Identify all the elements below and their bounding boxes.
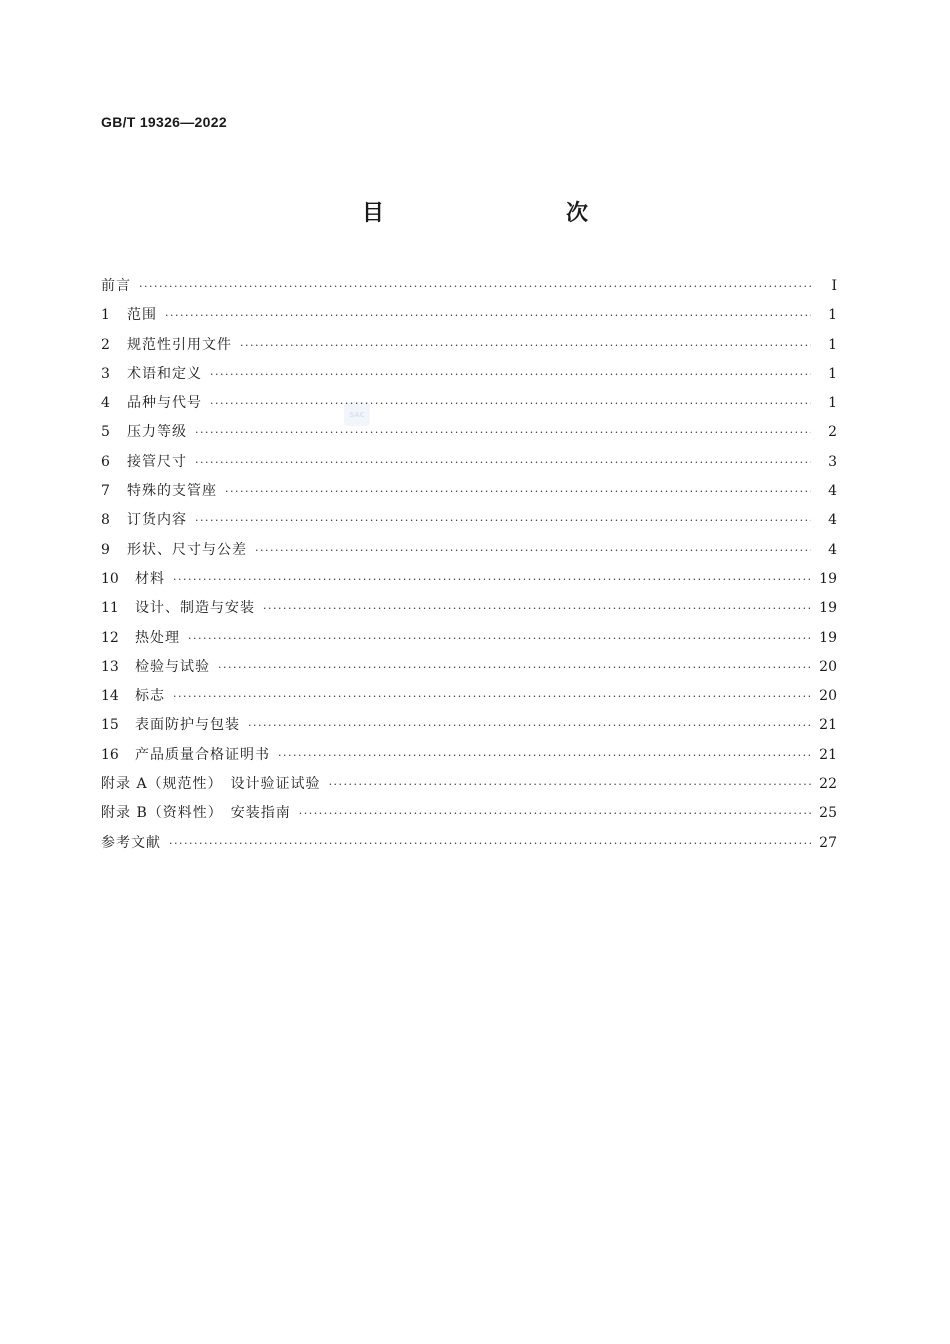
toc-entry-label: 热处理 <box>135 629 180 646</box>
toc-leader-dots <box>278 741 811 770</box>
toc-entry[interactable] <box>101 565 837 594</box>
toc-leader-dots <box>210 389 811 418</box>
toc-entry-page: 27 <box>819 834 837 851</box>
toc-entry-label: 设计、制造与安装 <box>135 600 255 617</box>
toc-entry[interactable] <box>101 741 837 770</box>
toc-entry-label: 前言 <box>101 278 131 294</box>
toc-entry[interactable] <box>101 331 837 360</box>
toc-entry-number: 9 <box>101 541 110 558</box>
toc-entry-page: 22 <box>819 776 837 793</box>
toc-leader-dots <box>218 653 811 682</box>
toc-entry[interactable] <box>101 624 837 653</box>
toc-entry-label: 参考文献 <box>101 834 161 851</box>
toc-entry-page: 1 <box>828 336 837 353</box>
toc-entry-number: 1 <box>101 307 110 324</box>
toc-entry-label: 品种与代号 <box>127 395 202 412</box>
toc-entry-page: 19 <box>819 600 837 617</box>
toc-entry-page: 19 <box>819 570 837 587</box>
toc-leader-dots <box>173 565 811 594</box>
toc-entry-page: 1 <box>828 307 837 324</box>
toc-entry-number: 8 <box>101 512 110 529</box>
toc-entry-number: 11 <box>101 600 119 617</box>
toc-entry-number: 2 <box>101 336 110 353</box>
toc-entry-page: 20 <box>819 688 837 705</box>
standard-code: GB/T 19326—2022 <box>101 114 227 130</box>
toc-entry-number: 12 <box>101 629 119 646</box>
toc-entry-label: 附录 A（规范性） 设计验证试验 <box>101 776 321 793</box>
toc-leader-dots <box>188 624 811 653</box>
toc-entry-label: 检验与试验 <box>135 658 210 675</box>
toc-leader-dots <box>248 711 811 740</box>
toc-entry[interactable] <box>101 653 837 682</box>
toc-entry-page: 25 <box>819 805 837 822</box>
toc-entry[interactable] <box>101 799 837 828</box>
toc-entry-label: 材料 <box>135 570 165 587</box>
toc-entry-page: 1 <box>828 395 837 412</box>
toc-entry[interactable] <box>101 272 837 301</box>
toc-entry-number: 6 <box>101 453 110 470</box>
toc-leader-dots <box>139 272 811 301</box>
toc-entry-page: 21 <box>819 746 837 763</box>
toc-entry-number: 4 <box>101 395 110 412</box>
toc-entry-label: 接管尺寸 <box>127 453 187 470</box>
toc-entry[interactable] <box>101 301 837 330</box>
toc-entry[interactable] <box>101 360 837 389</box>
toc-leader-dots <box>329 770 811 799</box>
toc-entry[interactable] <box>101 770 837 799</box>
toc-entry-number: 16 <box>101 746 119 763</box>
toc-entry-label: 附录 B（资料性） 安装指南 <box>101 805 291 822</box>
toc-entry[interactable] <box>101 418 837 447</box>
toc-leader-dots <box>195 506 811 535</box>
toc-leader-dots <box>169 829 811 858</box>
toc-entry[interactable] <box>101 477 837 506</box>
toc-leader-dots <box>240 331 811 360</box>
toc-entry-label: 范围 <box>127 307 157 324</box>
toc-leader-dots <box>173 682 811 711</box>
toc-entry[interactable] <box>101 389 837 418</box>
toc-leader-dots <box>255 536 811 565</box>
toc-entry-number: 3 <box>101 365 110 382</box>
toc-entry-page: 19 <box>819 629 837 646</box>
toc-entry[interactable] <box>101 594 837 623</box>
toc-leader-dots <box>263 594 811 623</box>
toc-leader-dots <box>165 301 811 330</box>
toc-entry-page: Ⅰ <box>831 278 837 294</box>
toc-leader-dots <box>210 360 811 389</box>
toc-entry-label: 压力等级 <box>127 424 187 441</box>
toc-entry-label: 产品质量合格证明书 <box>135 746 270 763</box>
toc-leader-dots <box>225 477 811 506</box>
toc-entry-label: 形状、尺寸与公差 <box>127 541 247 558</box>
toc-entry-page: 2 <box>828 424 837 441</box>
toc-leader-dots <box>195 418 811 447</box>
toc-entry-number: 13 <box>101 658 119 675</box>
toc-entry-page: 4 <box>828 483 837 500</box>
toc-entry-number: 15 <box>101 717 119 734</box>
toc-entry-page: 1 <box>828 365 837 382</box>
toc-leader-dots <box>299 799 811 828</box>
page-title: 目 次 <box>361 201 634 226</box>
toc-entry[interactable] <box>101 829 837 858</box>
toc-entry[interactable] <box>101 448 837 477</box>
toc-entry-label: 规范性引用文件 <box>127 336 232 353</box>
toc-entry-page: 21 <box>819 717 837 734</box>
svg-text:SAC: SAC <box>349 411 365 419</box>
toc-entry[interactable] <box>101 682 837 711</box>
toc-entry-page: 3 <box>828 453 837 470</box>
toc-entry-label: 表面防护与包装 <box>135 717 240 734</box>
toc-entry[interactable] <box>101 506 837 535</box>
toc-leader-dots <box>195 448 811 477</box>
table-of-contents <box>101 272 837 858</box>
toc-entry-label: 标志 <box>135 688 165 705</box>
toc-entry-number: 5 <box>101 424 110 441</box>
toc-entry-label: 特殊的支管座 <box>127 483 217 500</box>
toc-entry-number: 14 <box>101 688 119 705</box>
toc-entry-number: 7 <box>101 483 110 500</box>
toc-entry-page: 20 <box>819 658 837 675</box>
toc-entry-label: 订货内容 <box>127 512 187 529</box>
toc-entry[interactable] <box>101 536 837 565</box>
toc-entry[interactable] <box>101 711 837 740</box>
toc-entry-number: 10 <box>101 570 119 587</box>
toc-entry-page: 4 <box>828 512 837 529</box>
toc-entry-page: 4 <box>828 541 837 558</box>
toc-entry-label: 术语和定义 <box>127 365 202 382</box>
